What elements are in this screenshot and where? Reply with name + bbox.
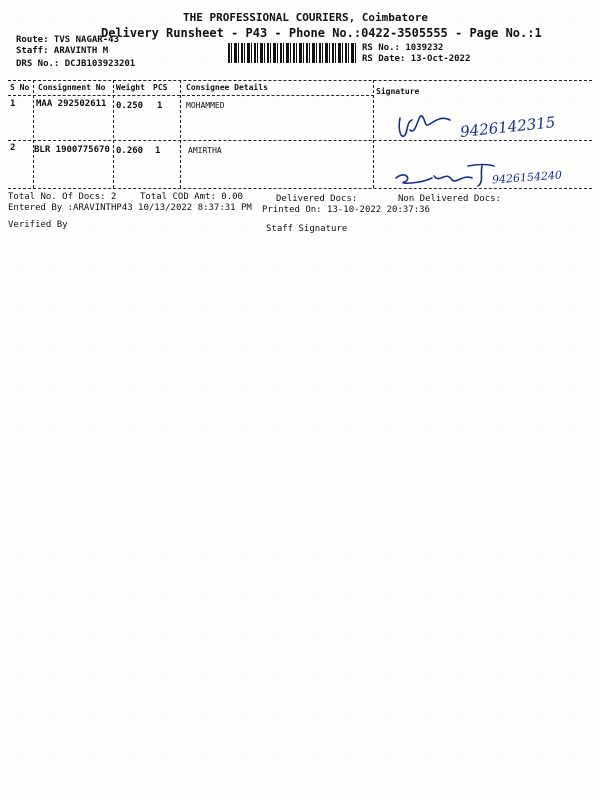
row-separator: [8, 140, 592, 141]
row-consignee: MOHAMMED: [186, 101, 225, 110]
header-bottom-rule: [8, 95, 374, 96]
col-divider: [33, 80, 34, 188]
row-weight: 0.250: [116, 101, 144, 111]
col-divider: [373, 80, 374, 188]
drs-number: DRS No.: DCJB103923201: [16, 59, 136, 69]
header-sno: S No: [10, 83, 30, 92]
row-consignee: AMIRTHA: [188, 146, 222, 155]
signature-phone: 9426142315: [459, 113, 557, 141]
signature-phone: 9426154240: [491, 168, 563, 187]
route-label: Route: TVS NAGAR-43: [16, 35, 119, 45]
row-weight: 0.260: [116, 146, 144, 156]
verified-by: Verified By: [8, 220, 68, 230]
row-consignment: MAA 292502611: [36, 99, 107, 109]
signature-mark: [392, 160, 502, 190]
row-pcs: 1: [157, 101, 163, 111]
non-delivered-docs: Non Delivered Docs:: [398, 194, 501, 204]
header-weight: Weight: [116, 83, 145, 92]
staff-signature-label: Staff Signature: [266, 224, 348, 234]
row-sno: 2: [10, 143, 16, 153]
header-consignment: Consignment No: [38, 83, 106, 92]
table-top-rule: [8, 80, 592, 81]
rs-date: RS Date: 13-Oct-2022: [362, 54, 471, 64]
row-pcs: 1: [155, 146, 161, 156]
barcode: [228, 43, 356, 63]
printed-on: Printed On: 13-10-2022 20:37:36: [262, 205, 430, 215]
col-divider: [113, 80, 114, 188]
total-cod-amount: Total COD Amt: 0.00: [140, 192, 243, 202]
company-title: THE PROFESSIONAL COURIERS, Coimbatore: [183, 11, 429, 24]
table-bottom-rule: [8, 188, 592, 189]
col-divider: [180, 80, 181, 188]
entered-by: Entered By :ARAVINTHP43 10/13/2022 8:37:31 PM: [8, 203, 252, 213]
staff-label: Staff: ARAVINTH M: [16, 46, 109, 56]
header-consignee: Consignee Details: [186, 83, 268, 92]
header-pcs: PCS: [153, 83, 168, 92]
header-signature: Signature: [376, 87, 420, 96]
row-sno: 1: [10, 99, 16, 109]
delivered-docs: Delivered Docs:: [276, 194, 358, 204]
row-consignment: BLR 1900775670: [34, 145, 110, 155]
runsheet-title: Delivery Runsheet - P43 - Phone No.:0422-3505555 - Page No.:1: [101, 26, 542, 40]
total-docs: Total No. Of Docs: 2: [8, 192, 117, 202]
rs-number: RS No.: 1039232: [362, 43, 444, 53]
